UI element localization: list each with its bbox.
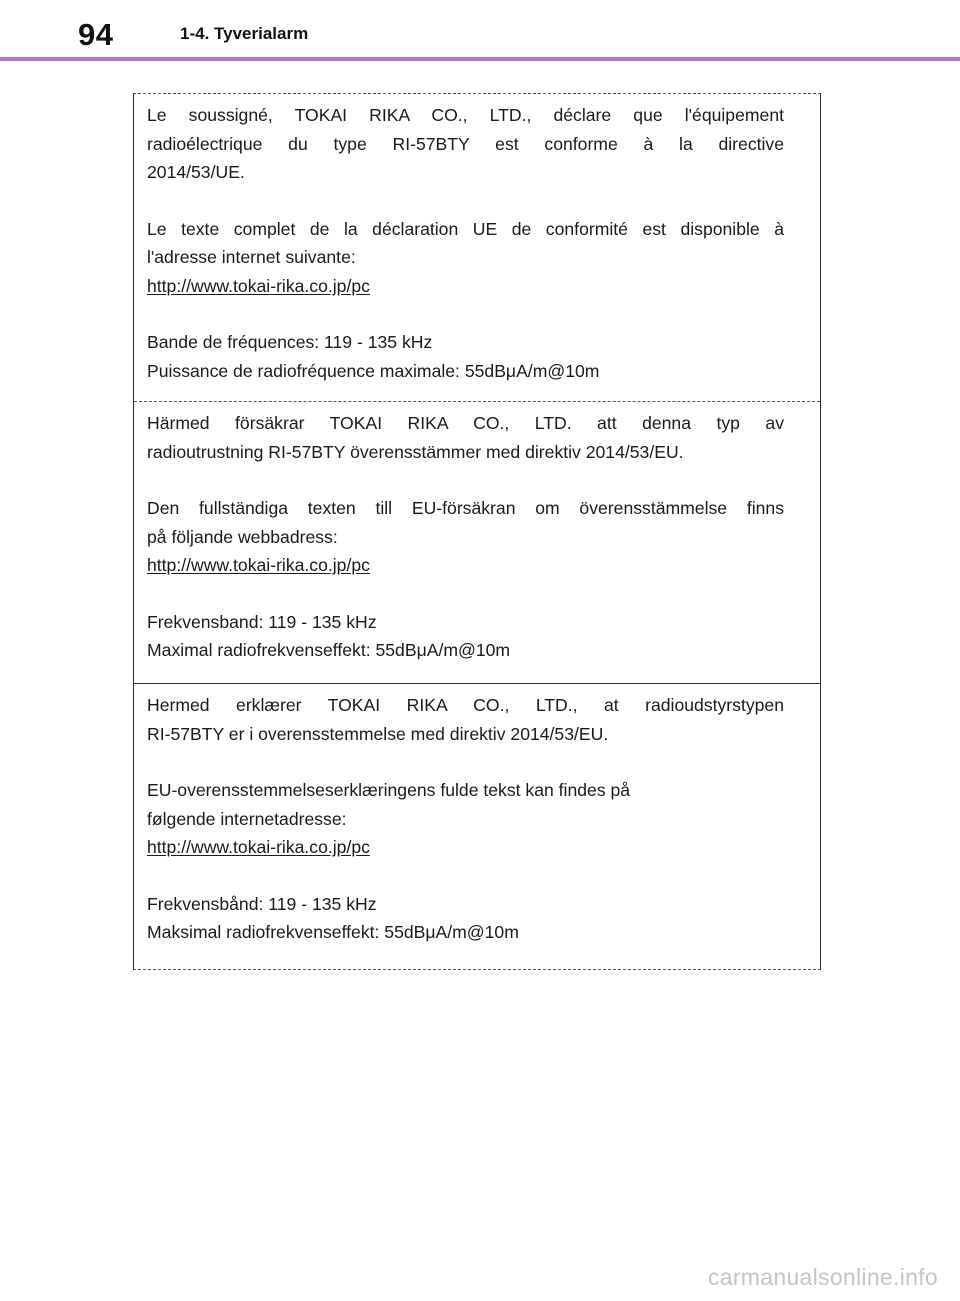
declaration-url-link[interactable]: http://www.tokai-rika.co.jp/pc (147, 555, 370, 575)
declaration-specs (147, 608, 784, 665)
declaration-info (147, 215, 784, 301)
declaration-info (147, 494, 784, 580)
max-power: Puissance de radiofréquence maximale: 55dBμA/m@10m (147, 360, 600, 381)
declaration-statement (147, 409, 784, 466)
declaration-table (133, 93, 821, 970)
page-number: 94 (78, 17, 114, 52)
statement-line: Hermed erklærer TOKAI RIKA CO., LTD., at radioudstyrstypen (147, 695, 784, 715)
declaration-url-link[interactable]: http://www.tokai-rika.co.jp/pc (147, 275, 370, 296)
page-header (0, 0, 960, 58)
info-line: på följande webbadress: (147, 526, 338, 547)
info-line: følgende internetadresse: (147, 808, 347, 829)
statement-line: Härmed försäkrar TOKAI RIKA CO., LTD. att denna typ av (147, 413, 784, 433)
info-line: Den fullständiga texten till EU-försäkran om överensstämmelse finns (147, 498, 784, 518)
max-power: Maximal radiofrekvenseffekt: 55dBμA/m@10m (147, 640, 511, 660)
statement-line: 2014/53/UE. (147, 162, 245, 182)
info-line: l'adresse internet suivante: (147, 247, 356, 267)
max-power: Maksimal radiofrekvenseffekt: 55dBμA/m@10m (147, 922, 519, 942)
declaration-statement (147, 691, 784, 748)
watermark: carmanualsonline.info (707, 1264, 938, 1290)
statement-line: radioutrustning RI-57BTY överensstämmer med direktiv 2014/53/EU. (147, 441, 684, 462)
declaration-danish (134, 683, 820, 969)
declaration-french (134, 94, 820, 401)
statement-line: radioélectrique du type RI-57BTY est conforme à la directive (147, 133, 784, 154)
frequency-band: Bande de fréquences: 119 - 135 kHz (147, 332, 433, 352)
header-rule (0, 57, 960, 61)
frequency-band: Frekvensbånd: 119 - 135 kHz (147, 893, 377, 914)
statement-line: Le soussigné, TOKAI RIKA CO., LTD., déclare que l'équipement (147, 105, 784, 125)
info-line: EU-overensstemmelseserklæringens fulde tekst kan findes på (147, 780, 631, 800)
declaration-statement (147, 101, 784, 187)
declaration-specs (147, 890, 784, 947)
info-line: Le texte complet de la déclaration UE de conformité est disponible à (147, 218, 784, 239)
section-title: 1-4. Tyverialarm (180, 24, 309, 43)
declaration-url-link[interactable]: http://www.tokai-rika.co.jp/pc (147, 837, 370, 857)
declaration-info (147, 776, 784, 862)
frequency-band: Frekvensband: 119 - 135 kHz (147, 611, 377, 632)
statement-line: RI-57BTY er i overensstemmelse med direktiv 2014/53/EU. (147, 723, 609, 744)
declaration-specs (147, 328, 784, 385)
declaration-swedish (134, 401, 820, 683)
